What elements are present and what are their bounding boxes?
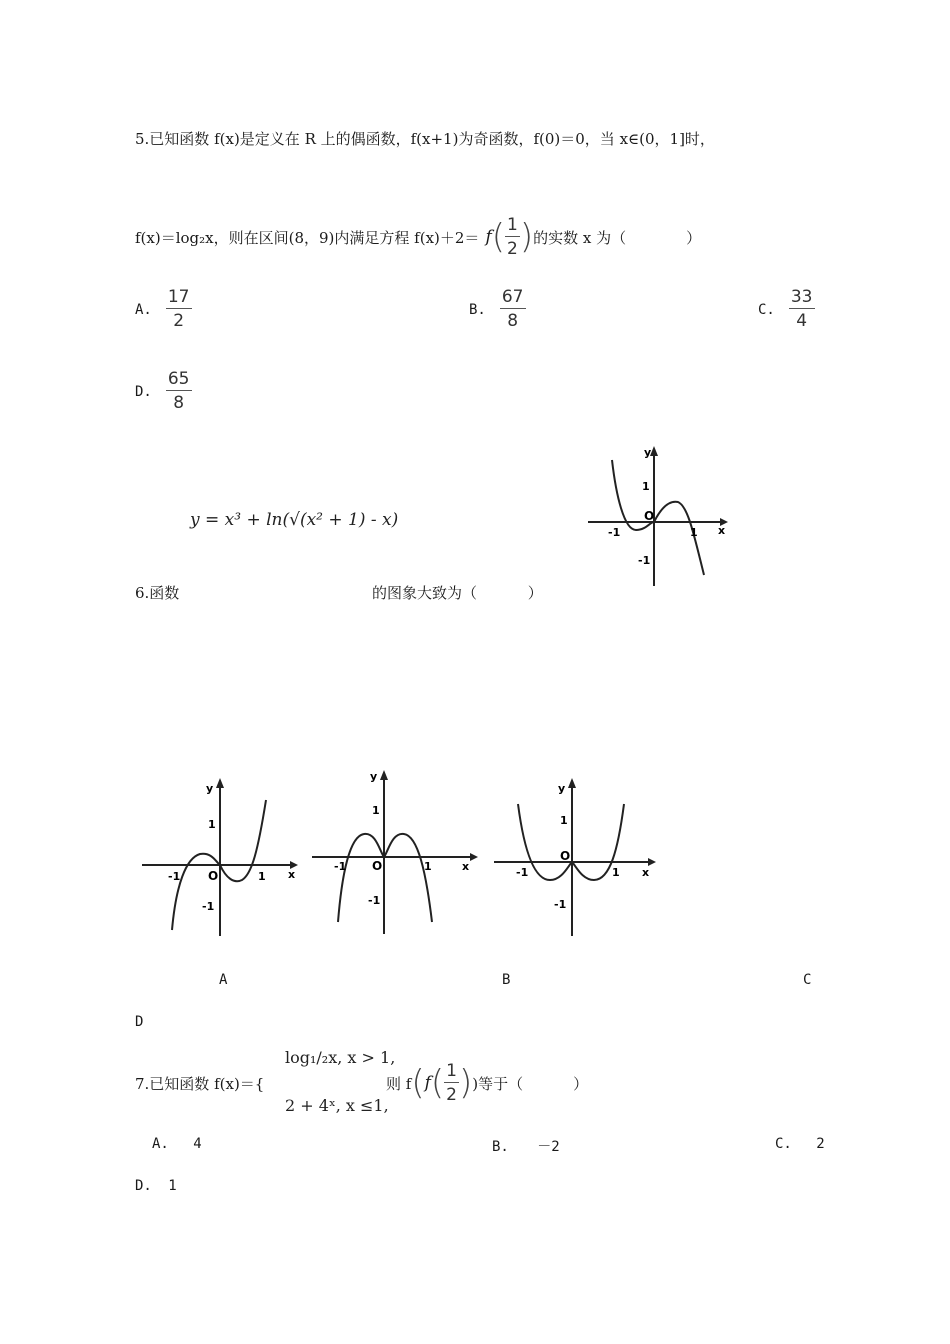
q5-option-d-den: 8: [173, 393, 185, 413]
q5-option-b[interactable]: [469, 286, 526, 333]
graph-a-tick-1: 1: [208, 818, 216, 831]
q5-half-num: 1: [507, 214, 518, 235]
q7-stem-post: )等于（: [472, 1074, 524, 1093]
q7-option-b[interactable]: [492, 1136, 560, 1156]
graph-b-y-label: y: [370, 770, 378, 783]
q5-option-a-fraction: [166, 286, 192, 333]
q7-composition: [386, 1058, 588, 1108]
graph-b-tick-neg1: -1: [368, 894, 381, 907]
graph-c-y-arrow: [568, 778, 576, 788]
graph-d-x-label: x: [718, 524, 726, 537]
q7-stem-pre: 7.已知函数 f(x)＝{: [135, 1075, 265, 1093]
q7-option-d[interactable]: [135, 1178, 177, 1194]
q5-close-paren: ）: [686, 228, 702, 247]
q7-option-d-value: 1: [168, 1178, 177, 1194]
graph-b-y-arrow: [380, 770, 388, 780]
q7-inner-right-paren: ): [458, 1063, 473, 1103]
graph-d-y-arrow: [650, 446, 658, 456]
graph-d-y-label: y: [644, 446, 652, 459]
q5-option-d-fraction: [166, 368, 192, 415]
graph-c-tick-x-1: 1: [612, 866, 620, 879]
q5-half-den: 2: [507, 238, 518, 259]
graph-a-origin: O: [208, 869, 219, 883]
graph-b-tick-1: 1: [372, 804, 380, 817]
graph-a-y-arrow: [216, 778, 224, 788]
q5-line2: [135, 212, 701, 262]
q5-half-fraction: [505, 214, 520, 261]
q7-option-c-letter: C.: [775, 1136, 792, 1152]
graph-b-tick-x-neg1: -1: [334, 860, 347, 873]
q5-option-d[interactable]: [135, 368, 192, 415]
q6-close-paren: ）: [527, 584, 543, 602]
graph-a-tick-neg1: -1: [202, 900, 215, 913]
q7-mid-text: 则 f: [386, 1074, 412, 1093]
q5-option-d-num: 65: [167, 369, 190, 389]
q7-half-den: 2: [446, 1084, 457, 1105]
q5-option-d-letter: D.: [135, 383, 152, 400]
q7-option-a-value: 4: [193, 1136, 202, 1152]
graph-a-y-label: y: [206, 782, 214, 795]
q7-outer-left-paren: (: [411, 1063, 425, 1103]
q6-label-c[interactable]: C: [803, 972, 812, 988]
q6-label-a[interactable]: A: [219, 972, 228, 988]
q5-left-paren: (: [491, 217, 506, 257]
graph-d-curve: [612, 460, 704, 575]
q7-half-fraction: [444, 1060, 459, 1107]
q5-option-b-fraction: [500, 286, 526, 333]
q7-inner-left-paren: (: [430, 1063, 445, 1103]
q7-case1: log₁/₂x, x > 1,: [285, 1048, 396, 1067]
q7-f-inner: f: [424, 1073, 431, 1093]
graph-c-origin: O: [560, 849, 571, 863]
q7-option-d-letter: D.: [135, 1178, 152, 1194]
q7-option-b-letter: B.: [492, 1139, 509, 1155]
q5-option-c[interactable]: [758, 286, 815, 333]
graph-d-origin: O: [644, 509, 655, 523]
q5-option-a-num: 17: [167, 287, 190, 307]
graph-c-tick-1: 1: [560, 814, 568, 827]
graph-d-tick-x-neg1: -1: [608, 526, 621, 539]
graph-a-tick-x-1: 1: [258, 870, 266, 883]
q5-option-c-num: 33: [790, 287, 813, 307]
q6-label-d[interactable]: D: [135, 1014, 144, 1030]
q5-option-a-den: 2: [173, 311, 185, 331]
q5-option-b-letter: B.: [469, 301, 486, 318]
q6-stem-post: [372, 582, 543, 603]
q5-option-b-den: 8: [507, 311, 519, 331]
graph-c-x-arrow: [648, 858, 656, 866]
q7-option-a[interactable]: [152, 1136, 202, 1152]
q7-option-c-value: 2: [816, 1136, 825, 1152]
q6-stem-pre: 6.函数: [135, 584, 180, 602]
graph-c-tick-x-neg1: -1: [516, 866, 529, 879]
q5-option-a[interactable]: [135, 286, 192, 333]
graph-b-x-label: x: [462, 860, 470, 873]
q5-option-c-den: 4: [796, 311, 808, 331]
q7-option-a-letter: A.: [152, 1136, 169, 1152]
q5-f-symbol: f: [485, 227, 492, 247]
q5-line2-post: 的实数 x 为（: [533, 228, 627, 247]
graph-b-origin: O: [372, 859, 383, 873]
graph-b-x-arrow: [470, 853, 478, 861]
q7-option-b-value: －2: [537, 1139, 560, 1155]
graph-a[interactable]: [138, 770, 303, 940]
graph-d-tick-1: 1: [642, 480, 650, 493]
q6-stem-post-text: 的图象大致为（: [372, 584, 478, 602]
graph-b-tick-x-1: 1: [424, 860, 432, 873]
q7-option-c[interactable]: [775, 1136, 825, 1152]
graph-a-x-label: x: [288, 868, 296, 881]
graph-c-x-label: x: [642, 866, 650, 879]
graph-c-tick-neg1: -1: [554, 898, 567, 911]
q5-line2-pre: f(x)＝log₂x，则在区间(8，9)内满足方程 f(x)＋2＝: [135, 228, 480, 247]
q6-label-b[interactable]: B: [502, 972, 511, 988]
graph-a-tick-x-neg1: -1: [168, 870, 181, 883]
graph-d-tick-neg1: -1: [638, 554, 651, 567]
graph-d[interactable]: [580, 440, 730, 590]
q5-right-paren: ): [519, 217, 534, 257]
q5-option-c-fraction: [789, 286, 815, 333]
q5-option-b-num: 67: [501, 287, 524, 307]
q7-half-num: 1: [446, 1060, 457, 1081]
q5-option-a-letter: A.: [135, 301, 152, 318]
graph-c-y-label: y: [558, 782, 566, 795]
graph-b[interactable]: [308, 762, 483, 940]
q7-close-paren: ）: [573, 1074, 589, 1093]
graph-c[interactable]: [490, 770, 660, 940]
graph-d-tick-x-1: 1: [690, 526, 698, 539]
q5-option-c-letter: C.: [758, 301, 775, 318]
q7-case2: 2 + 4ˣ, x ≤1,: [285, 1096, 389, 1115]
q6-formula: y = x³ + ln(√(x² + 1) - x): [190, 510, 399, 530]
q5-line1: 5.已知函数 f(x)是定义在 R 上的偶函数，f(x+1)为奇函数，f(0)＝0，当 x∈(0，1]时，: [135, 130, 715, 148]
